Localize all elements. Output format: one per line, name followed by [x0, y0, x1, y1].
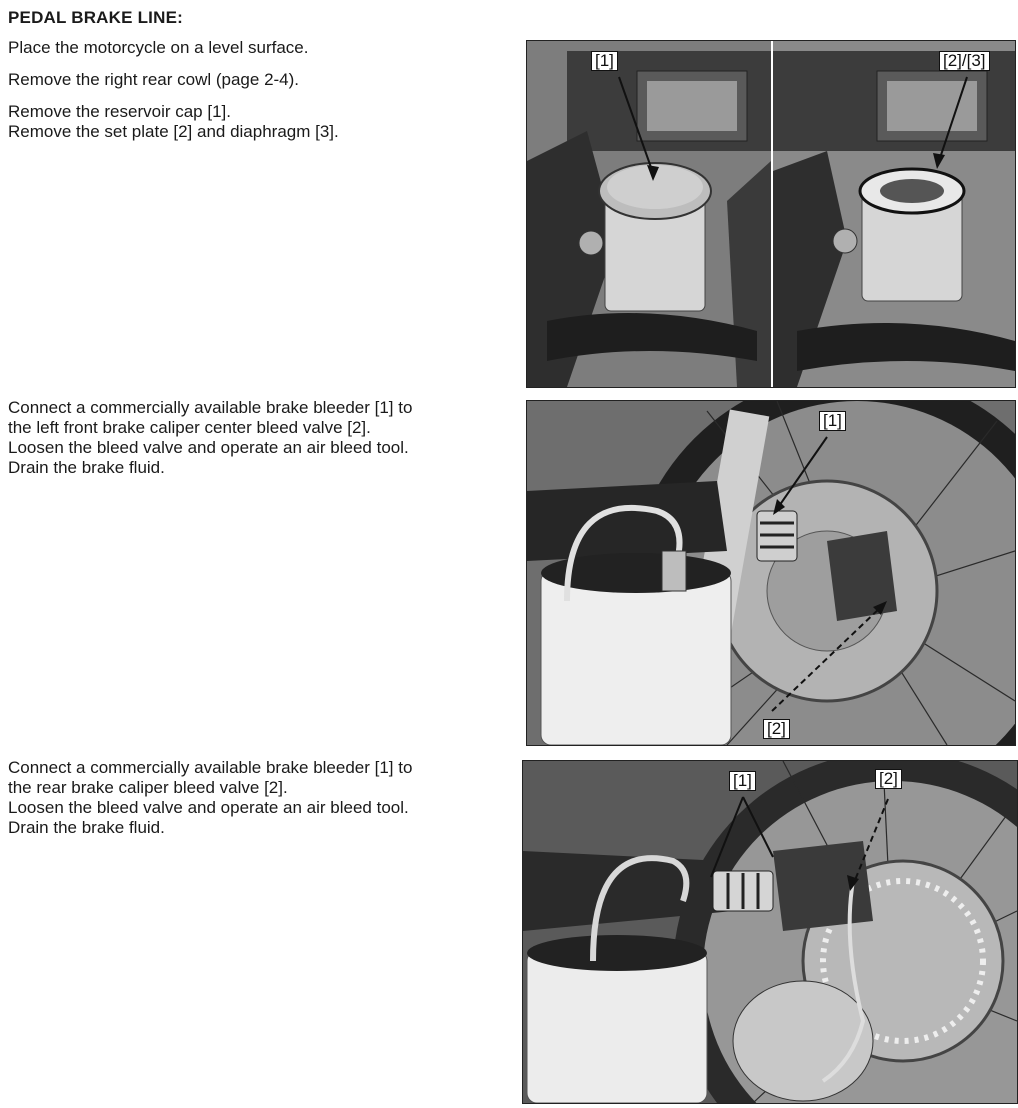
instruction-line: Loosen the bleed valve and operate an air bleed tool. — [8, 438, 409, 457]
rear-caliper-photo — [522, 760, 1018, 1104]
instruction-line: Drain the brake fluid. — [8, 818, 165, 837]
instruction-line: Connect a commercially available brake bleeder [1] to — [8, 398, 413, 417]
callout-reservoir-cap: [1] — [591, 51, 618, 71]
rear-caliper-instructions — [8, 758, 513, 838]
instruction-line: the rear brake caliper bleed valve [2]. — [8, 778, 288, 797]
instruction-line: Remove the reservoir cap [1]. — [8, 102, 231, 121]
front-caliper-illustration — [527, 401, 1015, 745]
instruction-line: Remove the right rear cowl (page 2-4). — [8, 70, 300, 89]
front-caliper-instructions — [8, 398, 513, 478]
instruction-line: Place the motorcycle on a level surface. — [8, 38, 309, 57]
callout-bleed-valve: [2] — [763, 719, 790, 739]
instruction-line: Drain the brake fluid. — [8, 458, 165, 477]
instruction-line: Connect a commercially available brake bleeder [1] to — [8, 758, 413, 777]
reservoir-instructions — [8, 38, 513, 142]
instruction-line: Loosen the bleed valve and operate an air bleed tool. — [8, 798, 409, 817]
reservoir-illustration — [527, 41, 1015, 387]
instruction-line: Remove the set plate [2] and diaphragm [3]. — [8, 122, 339, 141]
callout-brake-bleeder: [1] — [819, 411, 846, 431]
callout-set-plate-diaphragm: [2]/[3] — [939, 51, 990, 71]
front-caliper-photo — [526, 400, 1016, 746]
callout-brake-bleeder: [1] — [729, 771, 756, 791]
reservoir-photo — [526, 40, 1016, 388]
callout-bleed-valve: [2] — [875, 769, 902, 789]
instruction-line: the left front brake caliper center bleed valve [2]. — [8, 418, 371, 437]
page-title: PEDAL BRAKE LINE: — [8, 8, 183, 27]
rear-caliper-illustration — [523, 761, 1017, 1103]
